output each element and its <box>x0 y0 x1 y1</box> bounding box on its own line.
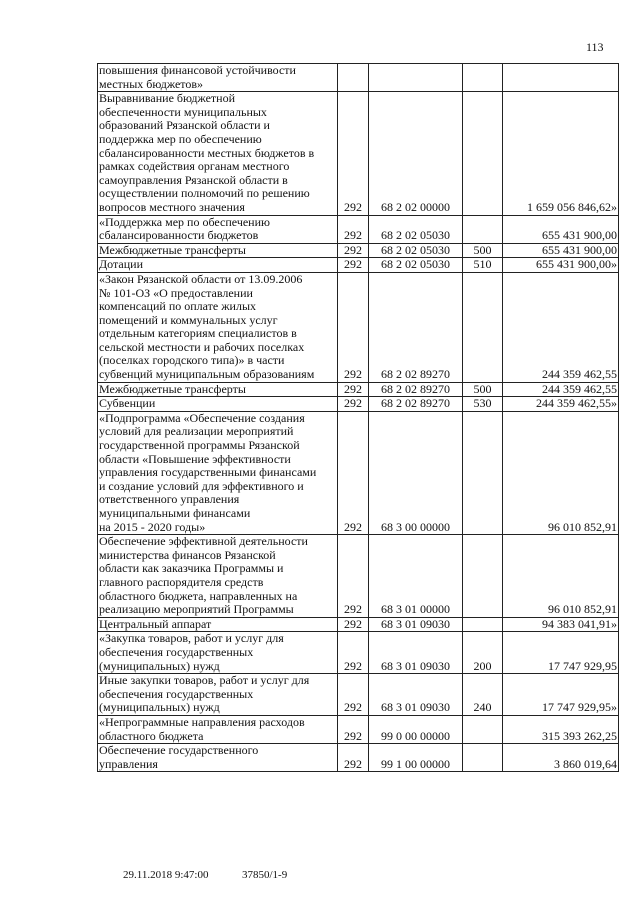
expense-type-cell <box>463 715 503 743</box>
table-row <box>98 215 619 243</box>
amount-cell: 244 359 462,55 <box>503 382 619 397</box>
expense-name-cell: Субвенции <box>98 397 338 412</box>
expense-type-cell: 510 <box>463 258 503 273</box>
footer-code: 37850/1-9 <box>242 869 288 881</box>
target-article-cell: 68 2 02 89270 <box>369 272 463 382</box>
expense-name-cell: повышения финансовой устойчивости местных бюджетов» <box>98 64 338 92</box>
table-row <box>98 272 619 382</box>
target-article-cell: 68 3 01 00000 <box>369 535 463 618</box>
table-row <box>98 535 619 618</box>
table-row <box>98 715 619 743</box>
expense-name-cell: Межбюджетные трансферты <box>98 243 338 258</box>
expense-name-cell: Обеспечение государственного управления <box>98 744 338 772</box>
expense-name-cell: «Закон Рязанской области от 13.09.2006 № 101-ОЗ «О предоставлении компенсаций по оплате жилых помещений и коммунальных услуг отдельным категориям специалистов в сельской местности и рабочих поселках (поселках городского типа)» в части субвенций муниципальным образованиям <box>98 272 338 382</box>
ministry-code-cell: 292 <box>338 617 369 632</box>
expense-name-cell: Выравнивание бюджетной обеспеченности муниципальных образований Рязанской области и поддержка мер по обеспечению сбалансированности местных бюджетов в рамках содействия органам местного самоуправления Рязанской области в осуществлении полномочий по решению вопросов местного значения <box>98 92 338 215</box>
table-row <box>98 92 619 215</box>
expense-type-cell: 500 <box>463 243 503 258</box>
ministry-code-cell: 292 <box>338 744 369 772</box>
table-row <box>98 64 619 92</box>
table-row <box>98 258 619 273</box>
ministry-code-cell: 292 <box>338 92 369 215</box>
ministry-code-cell: 292 <box>338 215 369 243</box>
amount-cell: 244 359 462,55» <box>503 397 619 412</box>
expense-type-cell: 200 <box>463 632 503 674</box>
target-article-cell <box>369 64 463 92</box>
ministry-code-cell: 292 <box>338 674 369 716</box>
ministry-code-cell: 292 <box>338 397 369 412</box>
amount-cell: 96 010 852,91 <box>503 411 619 534</box>
table-row <box>98 382 619 397</box>
table-row <box>98 744 619 772</box>
target-article-cell: 68 2 02 00000 <box>369 92 463 215</box>
amount-cell: 655 431 900,00 <box>503 243 619 258</box>
ministry-code-cell: 292 <box>338 258 369 273</box>
amount-cell: 655 431 900,00» <box>503 258 619 273</box>
expense-name-cell: «Подпрограмма «Обеспечение создания условий для реализации мероприятий государственной программы Рязанской области «Повышение эффективности управления государственными финансами и создание условий для эффективного и ответственного управления муниципальными финансами на 2015 - 2020 годы» <box>98 411 338 534</box>
amount-cell: 17 747 929,95 <box>503 632 619 674</box>
table-row <box>98 411 619 534</box>
expense-name-cell: «Закупка товаров, работ и услуг для обеспечения государственных (муниципальных) нужд <box>98 632 338 674</box>
expense-type-cell <box>463 92 503 215</box>
page-number: 113 <box>586 40 604 54</box>
target-article-cell: 68 3 01 09030 <box>369 674 463 716</box>
amount-cell: 96 010 852,91 <box>503 535 619 618</box>
table-row <box>98 674 619 716</box>
amount-cell: 655 431 900,00 <box>503 215 619 243</box>
expense-type-cell <box>463 744 503 772</box>
target-article-cell: 68 2 02 89270 <box>369 397 463 412</box>
expense-type-cell: 240 <box>463 674 503 716</box>
expense-name-cell: Обеспечение эффективной деятельности министерства финансов Рязанской области как заказчика Программы и главного распорядителя средств областного бюджета, направленных на реализацию мероприятий Программы <box>98 535 338 618</box>
expense-type-cell <box>463 272 503 382</box>
table-row <box>98 617 619 632</box>
budget-table <box>97 63 619 772</box>
expense-name-cell: Межбюджетные трансферты <box>98 382 338 397</box>
ministry-code-cell: 292 <box>338 272 369 382</box>
ministry-code-cell: 292 <box>338 715 369 743</box>
amount-cell <box>503 64 619 92</box>
budget-table-body <box>98 64 619 772</box>
amount-cell: 17 747 929,95» <box>503 674 619 716</box>
expense-type-cell <box>463 411 503 534</box>
expense-type-cell <box>463 64 503 92</box>
ministry-code-cell: 292 <box>338 243 369 258</box>
target-article-cell: 68 3 01 09030 <box>369 632 463 674</box>
expense-name-cell: Дотации <box>98 258 338 273</box>
ministry-code-cell: 292 <box>338 382 369 397</box>
ministry-code-cell: 292 <box>338 411 369 534</box>
expense-type-cell <box>463 617 503 632</box>
amount-cell: 315 393 262,25 <box>503 715 619 743</box>
amount-cell: 244 359 462,55 <box>503 272 619 382</box>
expense-name-cell: «Непрограммные направления расходов областного бюджета <box>98 715 338 743</box>
ministry-code-cell <box>338 64 369 92</box>
amount-cell: 3 860 019,64 <box>503 744 619 772</box>
expense-type-cell <box>463 535 503 618</box>
table-row <box>98 397 619 412</box>
expense-name-cell: Иные закупки товаров, работ и услуг для обеспечения государственных (муниципальных) нужд <box>98 674 338 716</box>
target-article-cell: 68 2 02 89270 <box>369 382 463 397</box>
target-article-cell: 68 2 02 05030 <box>369 258 463 273</box>
target-article-cell: 68 3 01 09030 <box>369 617 463 632</box>
expense-type-cell <box>463 215 503 243</box>
expense-type-cell: 500 <box>463 382 503 397</box>
expense-type-cell: 530 <box>463 397 503 412</box>
target-article-cell: 68 2 02 05030 <box>369 215 463 243</box>
target-article-cell: 99 0 00 00000 <box>369 715 463 743</box>
amount-cell: 94 383 041,91» <box>503 617 619 632</box>
ministry-code-cell: 292 <box>338 632 369 674</box>
target-article-cell: 99 1 00 00000 <box>369 744 463 772</box>
footer-date: 29.11.2018 9:47:00 <box>123 869 209 881</box>
target-article-cell: 68 3 00 00000 <box>369 411 463 534</box>
table-row <box>98 243 619 258</box>
ministry-code-cell: 292 <box>338 535 369 618</box>
table-row <box>98 632 619 674</box>
target-article-cell: 68 2 02 05030 <box>369 243 463 258</box>
expense-name-cell: «Поддержка мер по обеспечению сбалансированности бюджетов <box>98 215 338 243</box>
amount-cell: 1 659 056 846,62» <box>503 92 619 215</box>
expense-name-cell: Центральный аппарат <box>98 617 338 632</box>
